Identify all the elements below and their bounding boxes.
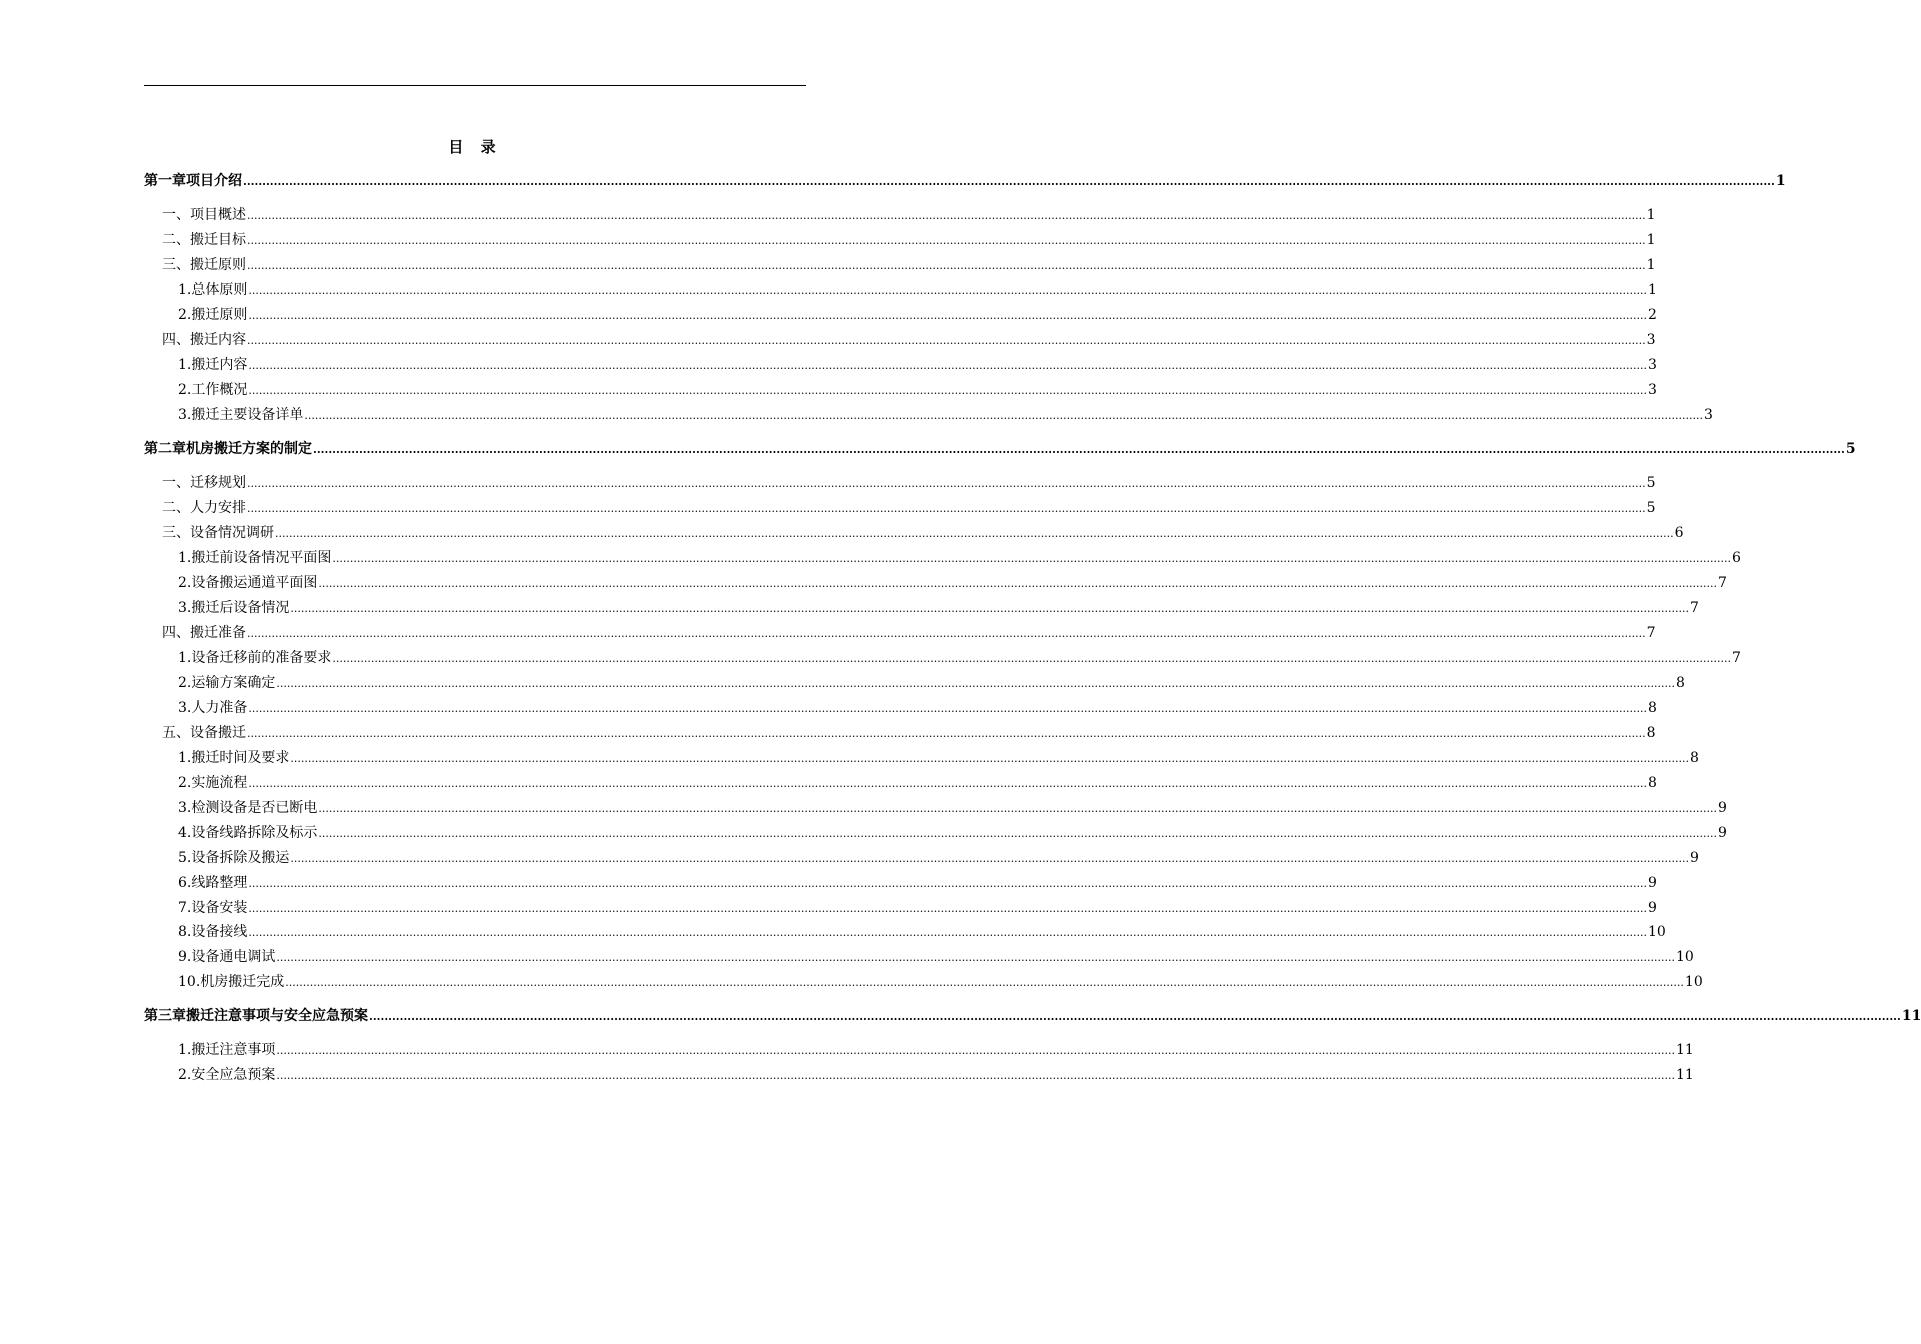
toc-entry[interactable] [144,848,1699,868]
toc-entry-label: 安全应急预案 [191,1067,276,1083]
toc-entry-page: 3 [1704,407,1713,423]
toc-entry[interactable] [144,498,1656,518]
toc-leader-dots: ................................................................................................................................................................................................................................................................................................................................................................................................................ [318,802,1717,815]
toc-entry-label: 机房搬迁方案的制定 [186,441,312,457]
toc-entry[interactable] [144,1065,1694,1085]
toc-leader-dots: ................................................................................................................................................................................................................................................................................................................................................................................................................ [248,384,1647,397]
toc-entry-number: 1. [178,650,192,666]
toc-entry-number: 第二章 [144,441,186,457]
toc-entry[interactable] [144,673,1685,693]
toc-entry-page: 8 [1676,675,1685,691]
toc-leader-dots: ................................................................................................................................................................................................................................................................................................................................................................................................................ [290,752,1689,765]
toc-entry[interactable] [144,1040,1694,1060]
toc-entry-label: 人力安排 [190,500,246,516]
toc-entry-page: 5 [1845,441,1856,457]
toc-entry-label: 搬迁注意事项 [191,1042,276,1058]
toc-entry[interactable] [144,280,1657,300]
toc-entry-number: 3. [178,407,192,423]
toc-title: 目 录 [448,138,502,156]
toc-entry-page: 10 [1684,974,1703,990]
toc-entry-number: 1. [178,750,192,766]
toc-leader-dots: ................................................................................................................................................................................................................................................................................................................................................................................................................ [248,902,1647,915]
toc-entry-number: 二、 [162,500,190,516]
toc-entry-label: 搬迁时间及要求 [191,750,290,766]
toc-entry[interactable] [144,230,1656,250]
header-rule [144,85,806,86]
toc-leader-dots: ................................................................................................................................................................................................................................................................................................................................................................................................................ [248,877,1647,890]
toc-entry-page: 9 [1690,850,1699,866]
toc-entry-number: 3. [178,800,192,816]
toc-entry-page: 8 [1690,750,1699,766]
toc-entry-number: 二、 [162,232,190,248]
toc-entry-label: 迁移规划 [190,475,246,491]
toc-entry-number: 4. [178,825,192,841]
toc-entry-number: 10. [178,974,201,990]
toc-entry-label: 搬迁目标 [190,232,246,248]
toc-entry-label: 项目概述 [190,207,246,223]
toc-entry-label: 搬迁内容 [190,332,246,348]
toc-entry-page: 3 [1648,357,1657,373]
toc-leader-dots: ................................................................................................................................................................................................................................................................................................................................................................................................................ [275,527,1674,540]
toc-entry-number: 2. [178,575,192,591]
toc-leader-dots: ................................................................................................................................................................................................................................................................................................................................................................................................................ [248,359,1647,372]
toc-entry-number: 四、 [162,625,190,641]
toc-entry-label: 设备搬运通道平面图 [191,575,318,591]
toc-entry-number: 6. [178,875,192,891]
toc-entry-page: 5 [1646,500,1656,516]
toc-entry[interactable] [144,598,1699,618]
toc-entry[interactable] [144,380,1657,400]
toc-leader-dots: ................................................................................................................................................................................................................................................................................................................................................................................................................ [276,1044,1675,1057]
toc-entry-label: 设备线路拆除及标示 [191,825,318,841]
toc-entry-number: 2. [178,775,192,791]
toc-entry[interactable] [144,573,1727,593]
toc-leader-dots: ................................................................................................................................................................................................................................................................................................................................................................................................................ [332,652,1731,665]
toc-entry[interactable] [144,873,1657,893]
toc-leader-dots: ................................................................................................................................................................................................................................................................................................................................................................................................................ [247,259,1646,272]
toc-leader-dots: ................................................................................................................................................................................................................................................................................................................................................................................................................ [247,727,1646,740]
toc-entry[interactable] [144,330,1656,350]
toc-entry-page: 7 [1646,625,1656,641]
toc-entry[interactable] [144,798,1727,818]
toc-entry-label: 工作概况 [191,382,248,398]
toc-leader-dots: ................................................................................................................................................................................................................................................................................................................................................................................................................ [276,1069,1675,1082]
toc-entry-number: 5. [178,850,192,866]
toc-entry-label: 设备情况调研 [190,525,274,541]
toc-entry-page: 11 [1676,1067,1694,1083]
toc-entry-page: 10 [1676,949,1694,965]
toc-entry-number: 一、 [162,475,190,491]
toc-entry-label: 项目介绍 [186,173,242,189]
toc-leader-dots: ................................................................................................................................................................................................................................................................................................................................................................................................................ [248,284,1647,297]
toc-entry-label: 线路整理 [191,875,248,891]
toc-entry-label: 总体原则 [191,282,248,298]
toc-entry-label: 搬迁原则 [191,307,248,323]
toc-entry-number: 8. [178,924,192,940]
toc-entry-number: 1. [178,1042,192,1058]
toc-entry[interactable] [144,548,1741,568]
toc-entry-label: 设备迁移前的准备要求 [191,650,332,666]
toc-entry-page: 3 [1648,382,1657,398]
toc-entry[interactable] [144,723,1656,743]
toc-leader-dots: ................................................................................................................................................................................................................................................................................................................................................................................................................ [318,827,1717,840]
toc-entry-label: 运输方案确定 [191,675,276,691]
toc-entry[interactable] [144,898,1657,918]
toc-entry-page: 3 [1646,332,1656,348]
toc-entry-number: 五、 [162,725,190,741]
toc-entry-page: 9 [1718,800,1727,816]
toc-entry-number: 一、 [162,207,190,223]
toc-entry-number: 3. [178,600,192,616]
toc-entry-label: 搬迁准备 [190,625,246,641]
toc-entry-number: 四、 [162,332,190,348]
toc-entry-page: 1 [1775,173,1786,189]
toc-entry-page: 5 [1646,475,1656,491]
toc-leader-dots: ................................................................................................................................................................................................................................................................................................................................................................................................................ [276,677,1675,690]
toc-chapter-entry[interactable] [144,439,1856,459]
toc-leader-dots: ................................................................................................................................................................................................................................................................................................................................................................................................................ [248,777,1647,790]
toc-leader-dots: ................................................................................................................................................................................................................................................................................................................................................................................................................ [247,502,1646,515]
toc-entry-number: 3. [178,700,192,716]
toc-entry-label: 人力准备 [191,700,248,716]
toc-entry[interactable] [144,405,1713,425]
toc-entry-number: 2. [178,382,192,398]
toc-entry[interactable] [144,305,1657,325]
toc-entry-page: 7 [1732,650,1741,666]
toc-entry-label: 设备搬迁 [190,725,246,741]
toc-entry[interactable] [144,623,1656,643]
toc-entry[interactable] [144,922,1666,942]
toc-entry-number: 9. [178,949,192,965]
toc-leader-dots: ................................................................................................................................................................................................................................................................................................................................................................................................................ [304,409,1703,422]
toc-leader-dots: ................................................................................................................................................................................................................................................................................................................................................................................................................ [290,602,1689,615]
toc-entry-label: 搬迁原则 [190,257,246,273]
toc-entry[interactable] [144,355,1657,375]
toc-entry-label: 搬迁主要设备详单 [191,407,304,423]
toc-leader-dots: ................................................................................................................................................................................................................................................................................................................................................................................................................ [248,926,1647,939]
toc-entry-page: 1 [1646,257,1656,273]
toc-entry-label: 设备通电调试 [191,949,276,965]
toc-entry-page: 10 [1648,924,1666,940]
toc-entry-number: 1. [178,357,192,373]
toc-leader-dots: ................................................................................................................................................................................................................................................................................................................................................................................................................ [247,234,1646,247]
toc-entry-number: 第一章 [144,173,186,189]
toc-leader-dots: ................................................................................................................................................................................................................................................................................................................................................................................................................ [318,577,1717,590]
toc-entry-label: 设备安装 [191,900,248,916]
toc-leader-dots: ................................................................................................................................................................................................................................................................................................................................................................................................................ [247,334,1646,347]
toc-leader-dots: ................................................................................................................................................................................................................................................................................................................................................................................................................ [247,209,1646,222]
toc-entry[interactable] [144,473,1656,493]
toc-entry-label: 设备接线 [191,924,248,940]
toc-entry-number: 1. [178,282,192,298]
toc-leader-dots: ................................................................................................................................................................................................................................................................................................................................................................................................................ [248,702,1647,715]
toc-entry-number: 7. [178,900,192,916]
toc-entry-label: 实施流程 [191,775,248,791]
toc-entry-number: 三、 [162,525,190,541]
toc-entry-label: 设备拆除及搬运 [191,850,290,866]
toc-entry-page: 1 [1648,282,1657,298]
toc-leader-dots: ................................................................................................................................................................................................................................................................................................................................................................................................................ [290,852,1689,865]
toc-entry-page: 7 [1718,575,1727,591]
toc-leader-dots: ................................................................................................................................................................................................................................................................................................................................................................................................................ [285,976,1684,989]
toc-entry[interactable] [144,823,1727,843]
toc-leader-dots: ................................................................................................................................................................................................................................................................................................................................................................................................................ [248,309,1647,322]
toc-entry-page: 9 [1648,900,1657,916]
toc-entry-page: 6 [1674,525,1684,541]
toc-entry-number: 2. [178,1067,192,1083]
toc-entry[interactable] [144,773,1657,793]
toc-leader-dots: ................................................................................................................................................................................................................................................................................................................................................................................................................ [369,1010,1901,1023]
toc-entry-page: 9 [1648,875,1657,891]
toc-entry-page: 11 [1901,1008,1921,1024]
toc-entry[interactable] [144,748,1699,768]
toc-entry-page: 6 [1732,550,1741,566]
toc-entry-page: 8 [1648,700,1657,716]
toc-leader-dots: ................................................................................................................................................................................................................................................................................................................................................................................................................ [243,175,1775,188]
toc-entry-label: 搬迁后设备情况 [191,600,290,616]
toc-entry-number: 2. [178,307,192,323]
toc-leader-dots: ................................................................................................................................................................................................................................................................................................................................................................................................................ [276,951,1675,964]
toc-entry-label: 搬迁前设备情况平面图 [191,550,332,566]
toc-entry-page: 8 [1646,725,1656,741]
toc-entry-number: 第三章 [144,1008,186,1024]
toc-entry[interactable] [144,523,1684,543]
toc-entry-label: 检测设备是否已断电 [191,800,318,816]
toc-leader-dots: ................................................................................................................................................................................................................................................................................................................................................................................................................ [313,443,1845,456]
toc-leader-dots: ................................................................................................................................................................................................................................................................................................................................................................................................................ [332,552,1731,565]
toc-leader-dots: ................................................................................................................................................................................................................................................................................................................................................................................................................ [247,627,1646,640]
toc-entry-label: 搬迁内容 [191,357,248,373]
toc-entry-page: 1 [1646,207,1656,223]
toc-entry-label: 机房搬迁完成 [200,974,285,990]
toc-entry-page: 11 [1676,1042,1694,1058]
toc-leader-dots: ................................................................................................................................................................................................................................................................................................................................................................................................................ [247,477,1646,490]
toc-entry-number: 2. [178,675,192,691]
toc-chapter-entry[interactable] [144,171,1786,191]
toc-entry[interactable] [144,205,1656,225]
toc-entry[interactable] [144,947,1694,967]
toc-entry[interactable] [144,255,1656,275]
toc-entry[interactable] [144,698,1657,718]
toc-entry-page: 2 [1648,307,1657,323]
toc-entry-page: 9 [1718,825,1727,841]
toc-entry-number: 1. [178,550,192,566]
toc-entry-page: 1 [1646,232,1656,248]
toc-entry-page: 7 [1690,600,1699,616]
toc-chapter-entry[interactable] [144,1006,1921,1026]
toc-entry[interactable] [144,648,1741,668]
toc-entry-page: 8 [1648,775,1657,791]
toc-entry-label: 搬迁注意事项与安全应急预案 [186,1008,368,1024]
toc-entry-number: 三、 [162,257,190,273]
toc-entry[interactable] [144,972,1703,992]
